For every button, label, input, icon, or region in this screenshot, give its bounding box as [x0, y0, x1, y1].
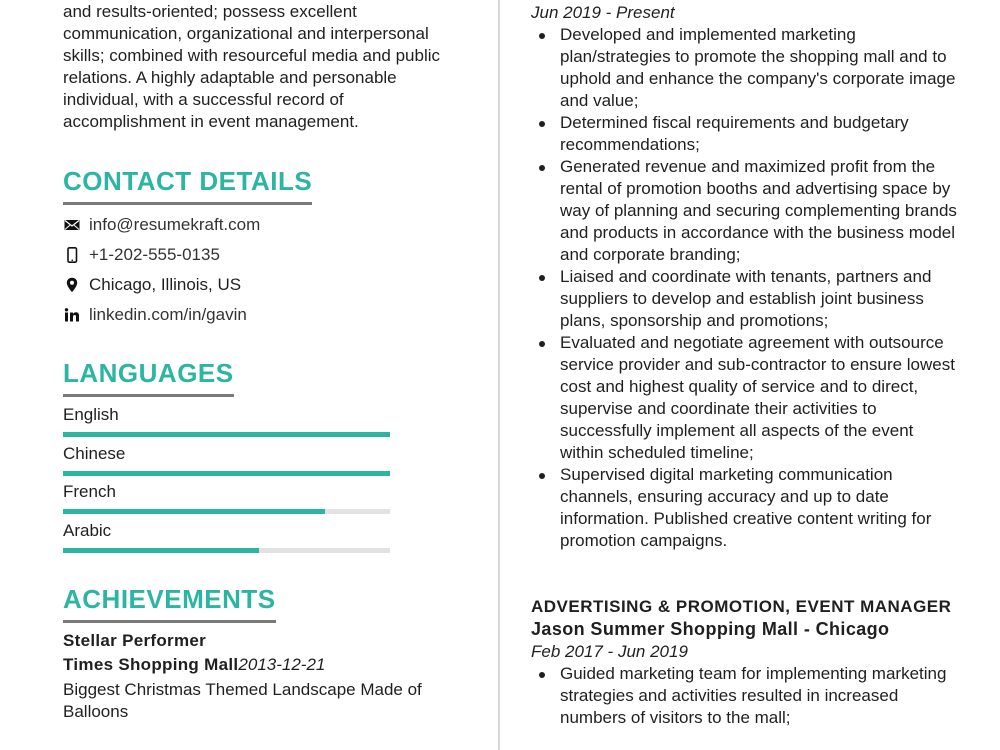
job-title: ADVERTISING & PROMOTION, EVENT MANAGER — [531, 597, 952, 616]
achievement-description: Biggest Christmas Themed Landscape Made of Balloons — [63, 680, 422, 721]
job-dates: Jun 2019 - Present — [531, 3, 675, 22]
email-link[interactable]: info@resumekraft.com — [89, 215, 261, 234]
language-name: English — [63, 405, 119, 424]
responsibility-item: Developed and implemented marketing plan/strategies to promote the shopping mall and to uphold and enhance the company's corporate image and value; — [560, 24, 961, 112]
language-level-fill — [63, 548, 259, 553]
responsibility-item: Evaluated and negotiate agreement with outsource service provider and sub-contractor to ensure lowest cost and highest quality of service and to direct, supervise and coordinate their activities to successfully implement all aspects of the event within scheduled timeline; — [560, 332, 961, 464]
language-level-fill — [63, 471, 390, 476]
location-pin-icon — [63, 276, 81, 294]
language-item — [63, 481, 390, 520]
contact-details-heading: CONTACT DETAILS — [63, 166, 312, 205]
linkedin-icon — [63, 306, 81, 324]
achievement-item — [63, 629, 463, 723]
contact-email — [63, 210, 260, 240]
job-responsibilities — [531, 24, 961, 552]
achievements-heading: ACHIEVEMENTS — [63, 584, 276, 623]
job-responsibilities — [531, 663, 961, 729]
profile-summary: and results-oriented; possess excellent communication, organizational and interpersonal skills; combined with resourceful media and public relations. A highly adaptable and personable individual, with a successful record of accomplishment in event management. — [63, 2, 441, 131]
language-list — [63, 404, 390, 558]
language-name: Chinese — [63, 443, 126, 463]
responsibility-item: Guided marketing team for implementing marketing strategies and activities resulted in increased numbers of visitors to the mall; — [560, 663, 961, 729]
language-item — [63, 404, 390, 443]
language-item — [63, 443, 390, 482]
language-item — [63, 520, 390, 559]
achievement-date: 2013-12-21 — [238, 655, 326, 674]
language-name: French — [63, 482, 116, 501]
languages-heading: LANGUAGES — [63, 358, 234, 397]
language-level-fill — [63, 509, 325, 514]
column-divider — [498, 0, 500, 750]
responsibility-item: Liaised and coordinate with tenants, partners and suppliers to develop and establish joint business plans, sponsorship and promotions; — [560, 266, 961, 332]
language-level-bar — [63, 548, 390, 553]
job-dates: Feb 2017 - Jun 2019 — [531, 642, 688, 661]
experience-item — [531, 596, 961, 729]
responsibility-item: Supervised digital marketing communication channels, ensuring accuracy and up to date information. Published creative content writing for promotion campaigns. — [560, 464, 961, 552]
language-level-bar — [63, 509, 390, 514]
linkedin-link[interactable]: linkedin.com/in/gavin — [89, 305, 247, 324]
experience-item — [531, 2, 961, 552]
contact-list — [63, 210, 260, 330]
job-company: Jason Summer Shopping Mall - Chicago — [531, 619, 890, 639]
language-name: Arabic — [63, 520, 112, 540]
phone-icon — [63, 246, 81, 264]
language-level-bar — [63, 432, 390, 437]
contact-linkedin — [63, 300, 260, 330]
achievement-title: Stellar Performer — [63, 631, 207, 650]
achievement-org-line — [63, 653, 463, 677]
language-level-fill — [63, 432, 390, 437]
achievement-organization: Times Shopping Mall — [63, 655, 239, 674]
envelope-icon — [63, 216, 81, 234]
responsibility-item: Determined fiscal requirements and budgetary recommendations; — [560, 112, 961, 156]
responsibility-item: Generated revenue and maximized profit from the rental of promotion booths and advertising space by way of planning and securing complementing brands and products in accordance with the business model and corporate branding; — [560, 156, 961, 266]
location-text: Chicago, Illinois, US — [89, 275, 242, 294]
contact-location — [63, 270, 260, 300]
phone-link[interactable]: +1-202-555-0135 — [89, 245, 220, 264]
contact-phone — [63, 240, 260, 270]
language-level-bar — [63, 471, 390, 476]
